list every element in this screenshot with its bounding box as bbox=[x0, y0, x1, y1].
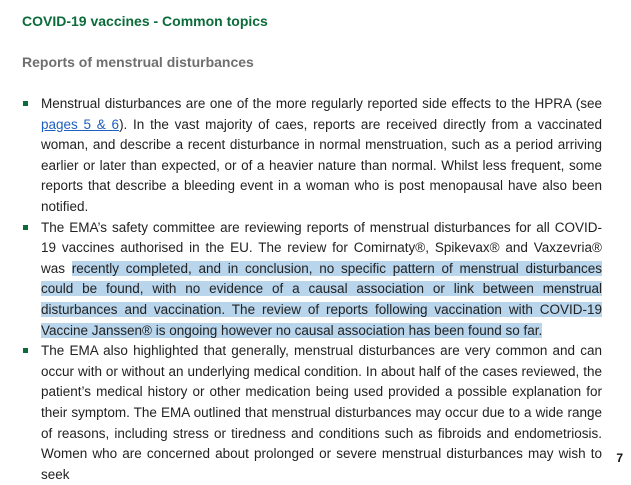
bullet-text: ). In the vast majority of caes, reports are received directly from a vaccinated woman, and describe a recent disturbance in normal menstruation, such as a period arriving earlier or later than expected, or of a heavier nature than normal. Whilst less frequent, some reports that describe a bleeding event in a woman who is post menopausal have also been notified. bbox=[41, 116, 602, 214]
bullet-text: The EMA also highlighted that generally, menstrual disturbances are very common and can occur with or without an underlying medical condition. In about half of the cases reviewed, the patient’s medical history or other medication being used provided a possible explanation for their symptom. The EMA outlined that menstrual disturbances may occur due to a wide range of reasons, including stress or tiredness and conditions such as fibroids and endometriosis. Women who are concerned about prolonged or severe menstrual disturbances may wish to seek bbox=[41, 343, 602, 482]
square-bullet-icon bbox=[23, 348, 28, 353]
document-title: COVID-19 vaccines - Common topics bbox=[22, 13, 268, 29]
section-heading: Reports of menstrual disturbances bbox=[22, 54, 254, 70]
bullet-item-ema-review bbox=[22, 218, 602, 342]
page-number: 7 bbox=[616, 451, 623, 465]
square-bullet-icon bbox=[23, 101, 28, 106]
square-bullet-icon bbox=[23, 225, 28, 230]
bullet-text: The EMA’s safety committee are reviewing reports of menstrual disturbances for all COVID-19 vaccines authorised in the EU. The review for Comirnaty®, Spikevax® and Vaxzevria® was bbox=[41, 219, 602, 276]
pages-5-6-link[interactable]: pages 5 & 6 bbox=[41, 116, 120, 132]
bullet-item-hpra-reports bbox=[22, 94, 602, 218]
bullet-list bbox=[22, 94, 602, 485]
highlighted-text-selection[interactable]: recently completed, and in conclusion, no specific pattern of menstrual disturbances could be found, with no evidence of a causal association or link between menstrual disturbances and vaccination. The review of reports following vaccination with COVID-19 Vaccine Janssen® is ongoing however no causal association has been found so far. bbox=[41, 260, 602, 338]
bullet-text: Menstrual disturbances are one of the more regularly reported side effects to the HPRA (see bbox=[41, 96, 602, 111]
bullet-item-ema-highlights bbox=[22, 341, 602, 485]
